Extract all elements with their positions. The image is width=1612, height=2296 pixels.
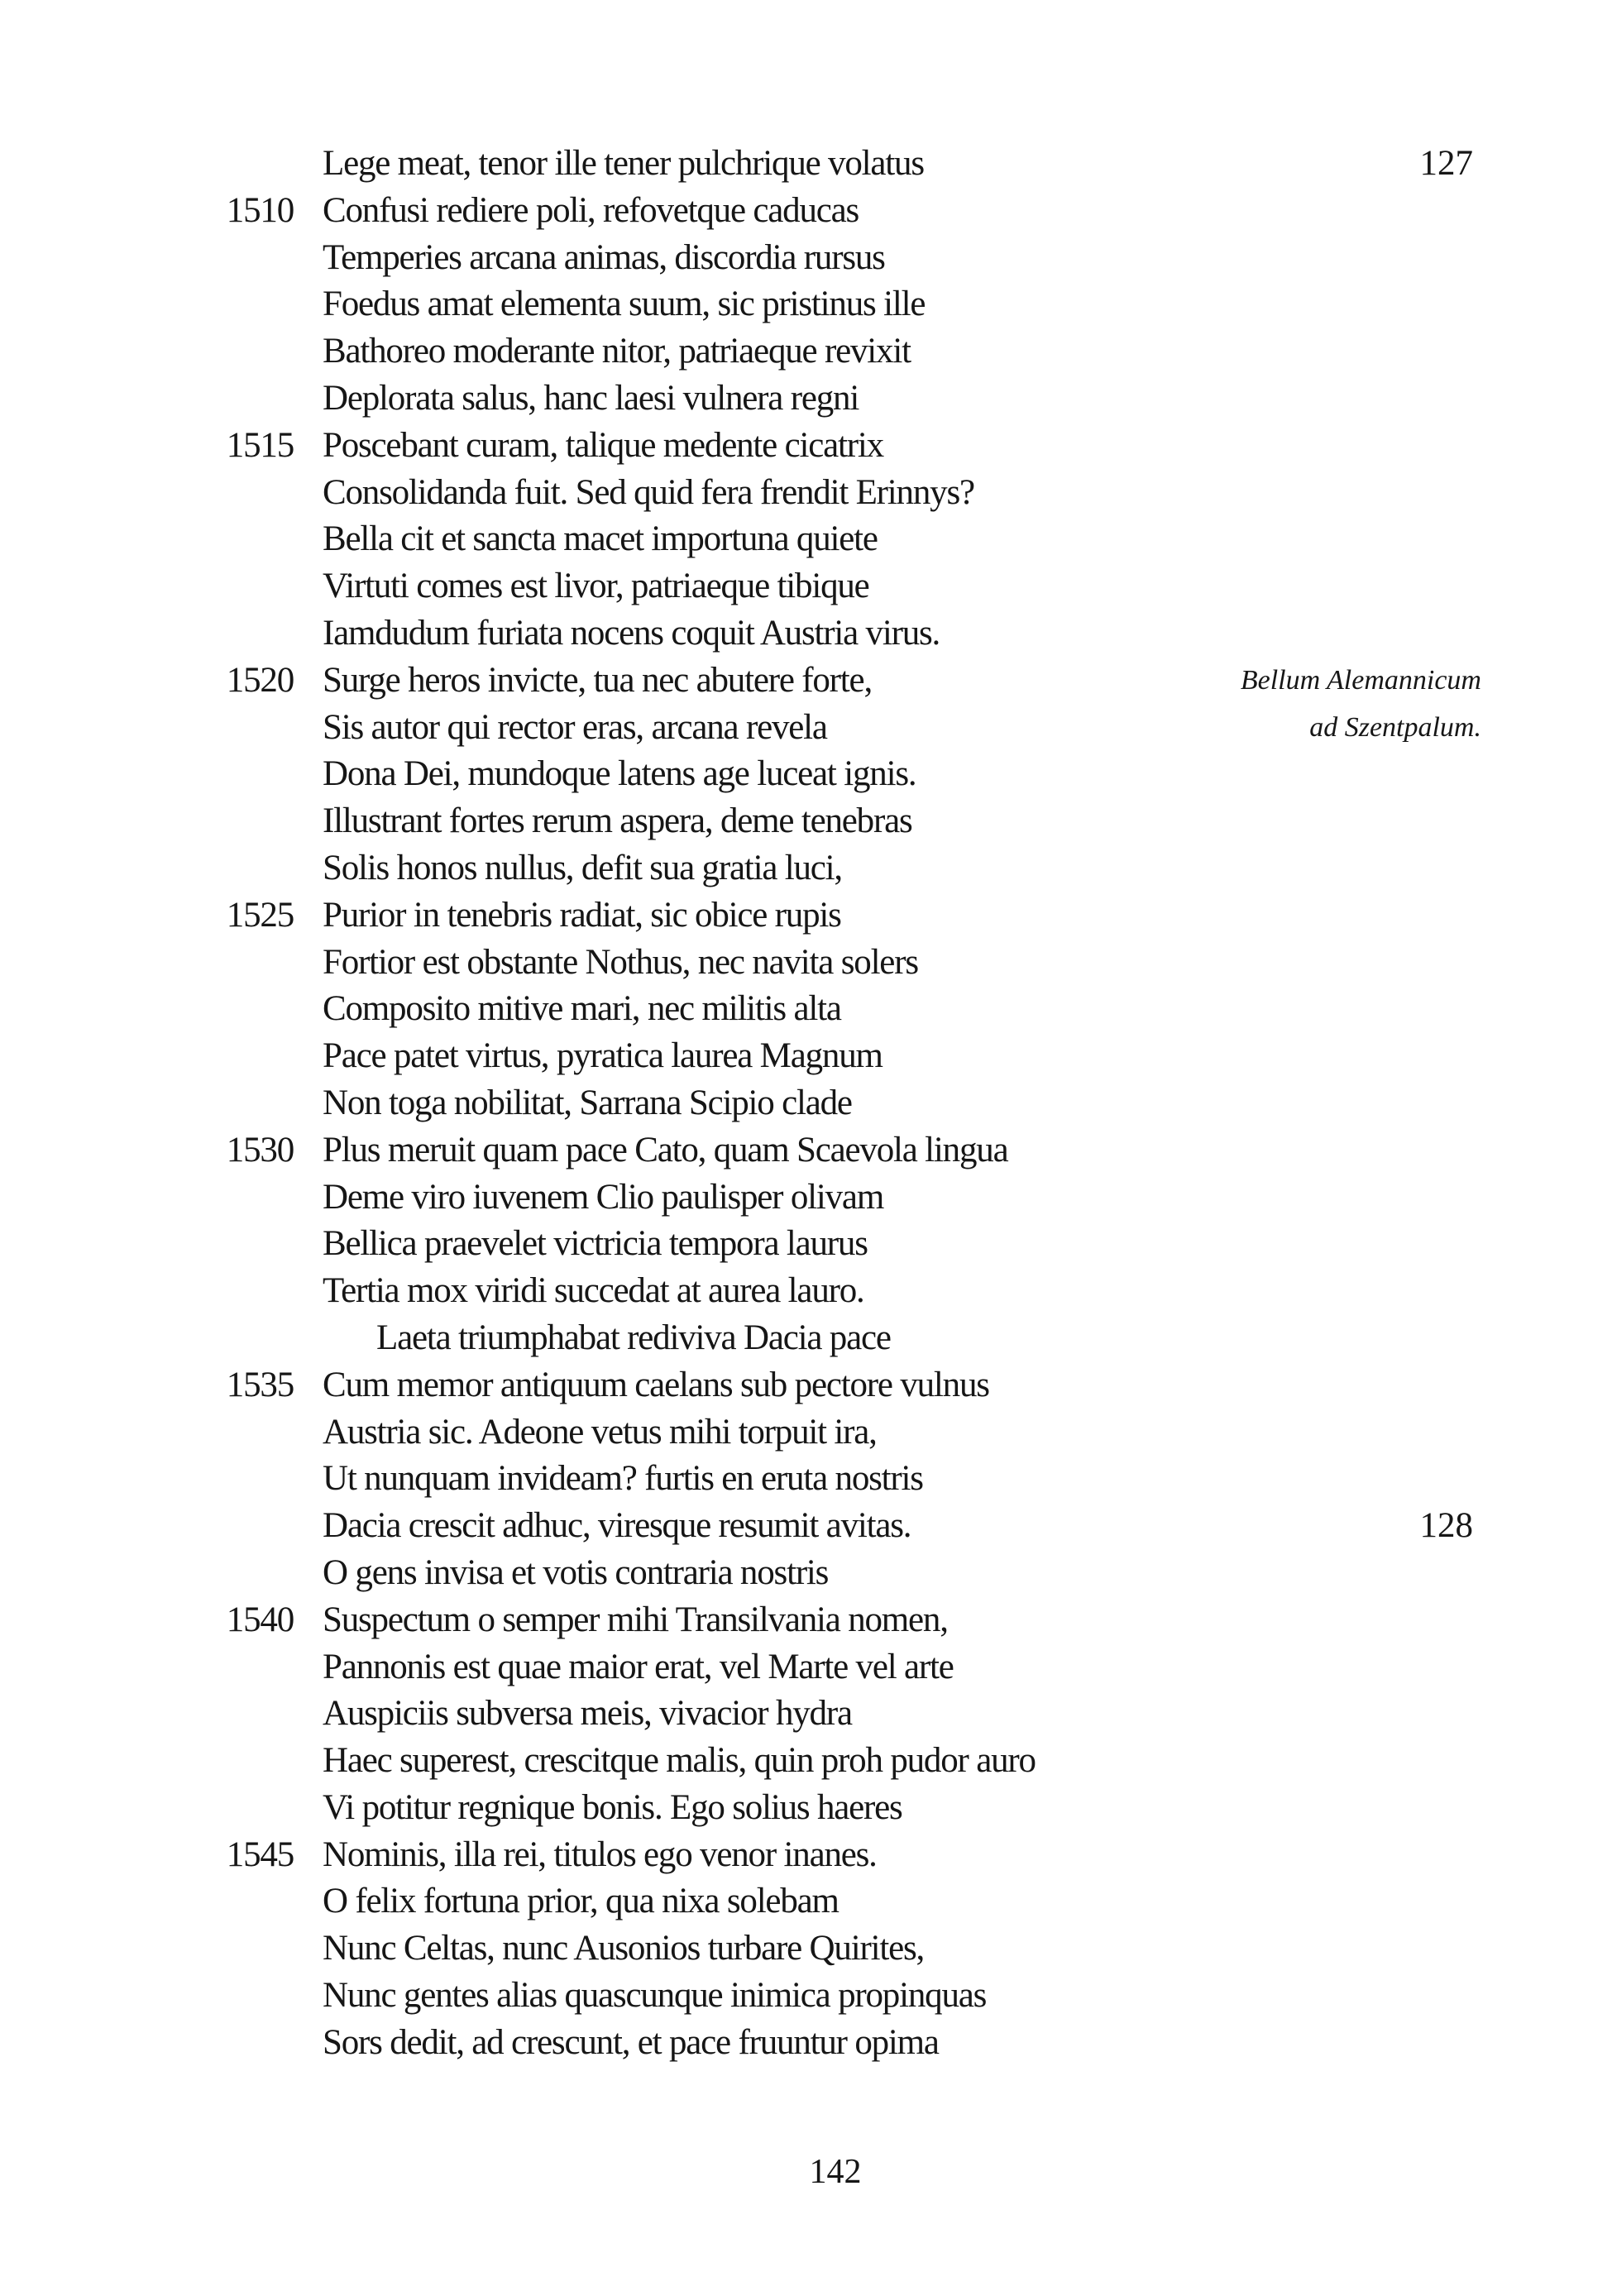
poem-line <box>0 705 1612 752</box>
poem-line <box>0 375 1612 423</box>
verse-text: Lege meat, tenor ille tener pulchrique volatus <box>323 144 924 183</box>
verse-text: Haec superest, crescitque malis, quin proh pudor auro <box>323 1741 1036 1781</box>
verse-text: Dona Dei, mundoque latens age luceat ignis. <box>323 754 916 794</box>
verse-text: Nominis, illa rei, titulos ego venor inanes. <box>323 1834 877 1874</box>
poem-line <box>0 470 1612 517</box>
poem-line <box>0 798 1612 845</box>
verse-text: Ut nunquam invideam? furtis en eruta nostris <box>323 1459 923 1499</box>
poem-line <box>0 1925 1612 1973</box>
verse-text: Bellica praevelet victricia tempora laurus <box>323 1224 868 1264</box>
verse-text: Nunc Celtas, nunc Ausonios turbare Quirites, <box>323 1929 925 1968</box>
verse-text: Dacia crescit adhuc, viresque resumit avitas. <box>323 1506 911 1546</box>
poem-line <box>0 423 1612 470</box>
poem-line <box>0 141 1612 188</box>
poem-line <box>0 563 1612 610</box>
poem-line <box>0 516 1612 563</box>
verse-line-number: 1515 <box>226 425 294 465</box>
poem-line <box>0 1738 1612 1785</box>
verse-text: Pace patet virtus, pyratica laurea Magnum <box>323 1036 883 1076</box>
poem-line <box>0 658 1612 705</box>
verse-text: Virtuti comes est livor, patriaeque tibique <box>323 567 869 606</box>
verse-line-number: 1525 <box>226 895 294 935</box>
poem-line <box>0 1315 1612 1362</box>
poem-line <box>0 328 1612 375</box>
poem-line <box>0 1409 1612 1457</box>
verse-text: Suspectum o semper mihi Transilvania nomen, <box>323 1600 948 1639</box>
poem-line <box>0 1221 1612 1268</box>
verse-text: Iamdudum furiata nocens coquit Austria virus. <box>323 613 940 653</box>
verse-text: Temperies arcana animas, discordia rursus <box>323 237 885 277</box>
verse-text: Deplorata salus, hanc laesi vulnera regni <box>323 378 859 418</box>
verse-text: O gens invisa et votis contraria nostris <box>323 1552 829 1592</box>
verse-text: Solis honos nullus, defit sua gratia luci, <box>323 848 842 887</box>
verse-text: Non toga nobilitat, Sarrana Scipio clade <box>323 1083 852 1122</box>
verse-text: O felix fortuna prior, qua nixa solebam <box>323 1882 839 1921</box>
poem-line <box>0 610 1612 658</box>
margin-page-ref: 127 <box>1419 144 1473 183</box>
poem-line <box>0 1080 1612 1127</box>
page-number: 142 <box>809 2153 862 2191</box>
verse-line-number: 1530 <box>226 1130 294 1170</box>
verse-text: Purior in tenebris radiat, sic obice rupis <box>323 895 841 935</box>
verse-line-number: 1535 <box>226 1365 294 1404</box>
verse-text: Tertia mox viridi succedat at aurea lauro. <box>323 1271 864 1311</box>
verse-line-number: 1510 <box>226 190 294 230</box>
poem-line <box>0 235 1612 282</box>
verse-text: Cum memor antiquum caelans sub pectore vulnus <box>323 1365 989 1404</box>
poem-line <box>0 1550 1612 1597</box>
poem-line <box>0 751 1612 798</box>
verse-text: Auspiciis subversa meis, vivacior hydra <box>323 1694 852 1734</box>
margin-note: ad Szentpalum. <box>1309 711 1481 743</box>
poem-line <box>0 1691 1612 1738</box>
verse-text: Consolidanda fuit. Sed quid fera frendit Erinnys? <box>323 472 974 512</box>
verse-line-number: 1520 <box>226 660 294 700</box>
margin-page-ref: 128 <box>1419 1506 1473 1546</box>
poem-line <box>0 1268 1612 1315</box>
poem-line <box>0 845 1612 892</box>
verse-text: Surge heros invicte, tua nec abutere forte, <box>323 660 872 700</box>
verse-text: Vi potitur regnique bonis. Ego solius haeres <box>323 1787 902 1827</box>
poem-line <box>0 1362 1612 1409</box>
poem-line <box>0 1033 1612 1080</box>
verse-text: Confusi rediere poli, refovetque caducas <box>323 190 859 230</box>
verse-line-number: 1545 <box>226 1834 294 1874</box>
verse-text: Plus meruit quam pace Cato, quam Scaevola lingua <box>323 1130 1008 1170</box>
poem-line <box>0 1973 1612 2020</box>
verse-text: Austria sic. Adeone vetus mihi torpuit ira, <box>323 1412 877 1452</box>
verse-text: Foedus amat elementa suum, sic pristinus ille <box>323 285 926 324</box>
poem <box>0 141 1612 2067</box>
verse-text: Composito mitive mari, nec militis alta <box>323 989 841 1029</box>
verse-text: Bathoreo moderante nitor, patriaeque revixit <box>323 332 911 371</box>
poem-line <box>0 1503 1612 1550</box>
verse-text: Nunc gentes alias quascunque inimica propinquas <box>323 1976 987 2016</box>
verse-text: Bella cit et sancta macet importuna quiete <box>323 519 878 559</box>
poem-line <box>0 1456 1612 1503</box>
verse-text: Deme viro iuvenem Clio paulisper olivam <box>323 1177 884 1217</box>
verse-text: Pannonis est quae maior erat, vel Marte vel arte <box>323 1647 954 1686</box>
verse-text: Illustrant fortes rerum aspera, deme tenebras <box>323 801 912 841</box>
poem-line <box>0 1127 1612 1174</box>
poem-line <box>0 1832 1612 1879</box>
poem-line <box>0 2020 1612 2067</box>
verse-line-number: 1540 <box>226 1600 294 1639</box>
poem-line <box>0 1785 1612 1832</box>
verse-text: Laeta triumphabat rediviva Dacia pace <box>376 1318 891 1357</box>
poem-line <box>0 1174 1612 1222</box>
verse-text: Sis autor qui rector eras, arcana revela <box>323 707 827 747</box>
poem-line <box>0 1878 1612 1925</box>
poem-line <box>0 281 1612 328</box>
poem-line <box>0 892 1612 940</box>
poem-line <box>0 986 1612 1033</box>
verse-text: Poscebant curam, talique medente cicatrix <box>323 425 883 465</box>
poem-line <box>0 188 1612 235</box>
margin-note: Bellum Alemannicum <box>1240 664 1481 696</box>
verse-text: Sors dedit, ad crescunt, et pace fruuntur opima <box>323 2022 939 2062</box>
verse-text: Fortior est obstante Nothus, nec navita solers <box>323 942 918 982</box>
poem-line <box>0 1597 1612 1644</box>
poem-line <box>0 1644 1612 1691</box>
poem-line <box>0 940 1612 987</box>
